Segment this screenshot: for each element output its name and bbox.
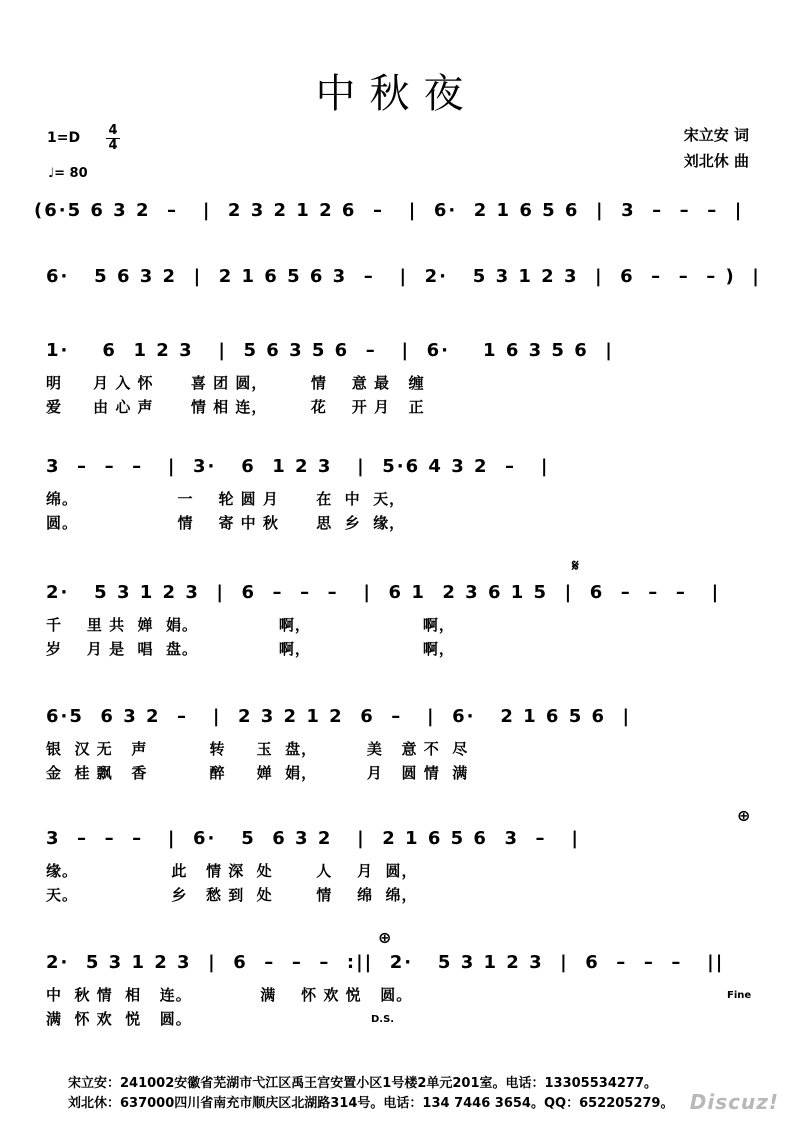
score-row-7-notes: 3 – – – | 6· 5 6 3 2 | 2 1 6 5 6 3 – | <box>46 828 580 849</box>
quarter-note-icon: ♩ <box>48 166 55 181</box>
lyricist-credit: 宋立安 词 <box>683 126 749 144</box>
score-row-4-notes: 3 – – – | 3· 6 1 2 3 | 5·6 4 3 2 – | <box>46 456 550 477</box>
score-row-6-lyrics-2: 金 桂 飘 香 醉 婵 娟， 月 圆 情 满 <box>46 764 469 782</box>
score-row-5-notes: 2· 5 3 1 2 3 | 6 – – – | 6 1 2 3 6 1 5 | 6 – – – | <box>46 582 721 603</box>
score-row-4-lyrics-2: 圆。 情 寄 中 秋 思 乡 缘， <box>46 514 406 532</box>
time-signature <box>104 124 122 153</box>
time-signature-bottom: 4 <box>108 138 118 153</box>
key-signature: 1=D <box>47 130 81 146</box>
score-row-4-lyrics-1: 绵。 一 轮 圆 月 在 中 天， <box>46 490 406 508</box>
score-row-5-lyrics-1: 千 里 共 婵 娟。 啊， 啊， <box>46 616 455 634</box>
composer-credit: 刘北休 曲 <box>683 152 749 170</box>
tempo-value: = 80 <box>54 166 88 181</box>
score-row-7-lyrics-2: 天。 乡 愁 到 处 情 绵 绵， <box>46 886 418 904</box>
watermark-logo: Discuz! <box>689 1090 779 1114</box>
fine-marking: Fine <box>727 990 752 1001</box>
score-row-6-lyrics-1: 银 汉 无 声 转 玉 盘， 美 意 不 尽 <box>46 740 469 758</box>
score-row-3-lyrics-1: 明 月 入 怀 喜 团 圆， 情 意 最 缠 <box>46 374 425 392</box>
score-row-7-lyrics-1: 缘。 此 情 深 处 人 月 圆， <box>46 862 418 880</box>
segno-icon: 𝄋 <box>572 556 579 575</box>
footer-contact-composer: 刘北休：637000四川省南充市顺庆区北湖路314号。电话：134 7446 3654。QQ：652205279。 <box>68 1096 674 1111</box>
score-row-2-notes: 6· 5 6 3 2 | 2 1 6 5 6 3 – | 2· 5 3 1 2 3 | 6 – – – ) | <box>46 266 761 287</box>
song-title: 中秋夜 <box>315 71 478 117</box>
score-row-1-notes: (6·5 6 3 2 – | 2 3 2 1 2 6 – | 6· 2 1 6 5 6 | 3 – – – | <box>34 200 744 221</box>
ds-marking: D.S. <box>371 1014 395 1025</box>
footer-contact-lyricist: 宋立安：241002安徽省芜湖市弋江区禹王宫安置小区1号楼2单元201室。电话：13305534277。 <box>68 1076 657 1091</box>
score-row-8-lyrics-1: 中 秋 情 相 连。 满 怀 欢 悦 圆。 <box>46 986 413 1004</box>
score-row-5-lyrics-2: 岁 月 是 唱 盘。 啊， 啊， <box>46 640 455 658</box>
score-row-3-notes: 1· 6 1 2 3 | 5 6 3 5 6 – | 6· 1 6 3 5 6 | <box>46 340 614 361</box>
tempo-marking <box>48 166 88 181</box>
time-signature-top: 4 <box>108 123 118 138</box>
coda-icon-2: ⊕ <box>378 928 392 947</box>
coda-icon: ⊕ <box>737 806 751 825</box>
score-row-6-notes: 6·5 6 3 2 – | 2 3 2 1 2 6 – | 6· 2 1 6 5 6 | <box>46 706 632 727</box>
score-row-3-lyrics-2: 爱 由 心 声 情 相 连， 花 开 月 正 <box>46 398 425 416</box>
score-row-8-lyrics-2: 满 怀 欢 悦 圆。 <box>46 1010 192 1028</box>
score-row-8-notes: 2· 5 3 1 2 3 | 6 – – – :|| 2· 5 3 1 2 3 | 6 – – – || <box>46 952 725 973</box>
